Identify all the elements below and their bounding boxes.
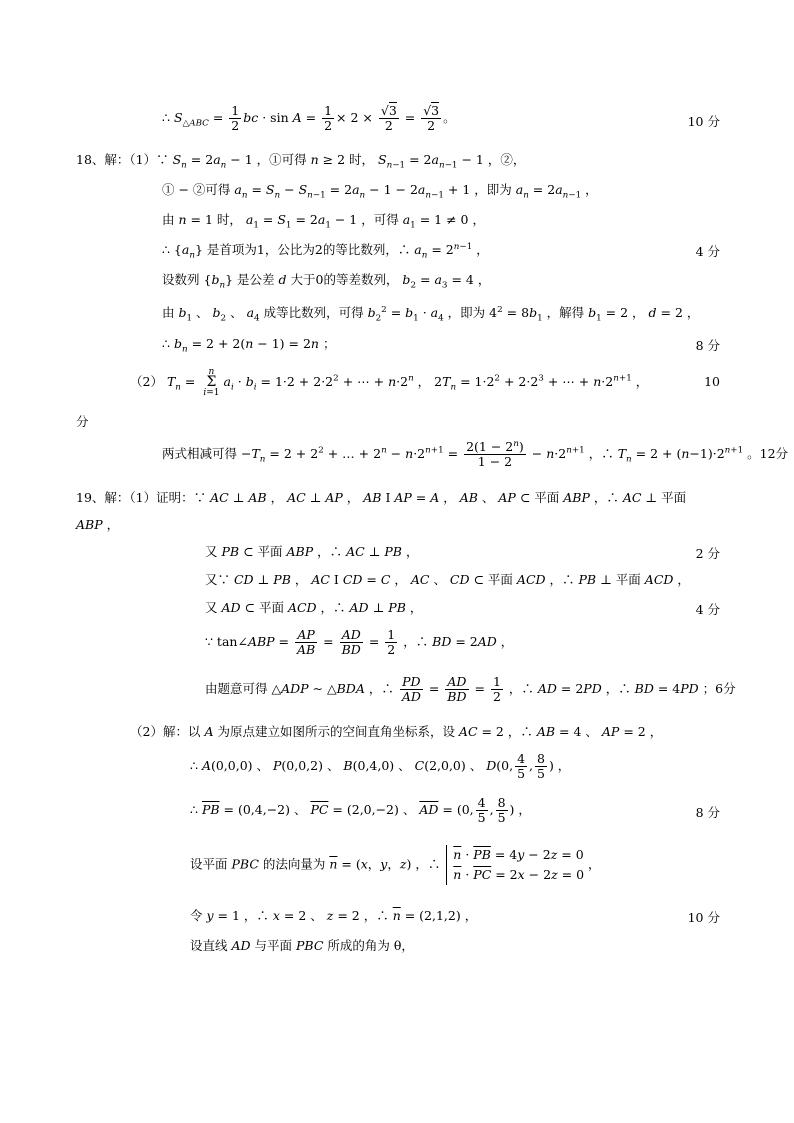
score-8b: 8 分	[695, 805, 720, 820]
score-4: 4 分	[695, 244, 720, 259]
q18-line4: ∴ $\{a_n\}$ 是首项为1，公比为2的等比数列，∴ $a_n = 2^{n-1}$ ，	[162, 241, 489, 261]
q19-line7: （2）解：以 A 为原点建立如图所示的空间直角坐标系，设 AC = 2 ，∴ AB = 4 、 AP = 2 ，	[130, 724, 663, 739]
q18-line8: （2） $T_n$ = n Σ i=1 $a_i \cdot b_i = 1\cdot 2 + 2\cdot 2^2$ + ⋯ + $n\cdot 2^n$ ， $2T_n = 1\cdot 2^2 + 2\cdot 2^3$ + ⋯ + $n\cdot 2^{n+1}$ ，	[130, 367, 649, 398]
q18-line1: 18、解：（1）∵ $S_n = 2a_n - 1$ ，①可得 n ≥ 2 时， $S_{n-1} = 2a_{n-1} - 1$ ，②，	[76, 152, 526, 171]
q18-line3: 由 n = 1 时， $a_1 = S_1 = 2a_1 - 1$ ，可得 $a_1 = 1 \ne 0$ ，	[162, 212, 485, 231]
q19-line4: 又 AD ⊂ 平面 ACD ，∴ AD ⊥ PB ，	[205, 600, 423, 615]
q19-line3: 又∵ CD ⊥ PB ， AC I CD = C ， AC 、 CD ⊂ 平面 ACD ，∴ PB ⊥ 平面 ACD ，	[205, 572, 690, 587]
q19-line1b: ABP ，	[76, 517, 120, 532]
q19-line5: ∵ tan∠ABP = $\frac{AP}{AB}$ = $\frac{AD}{BD}$ = $\frac{1}{2}$ ，∴ BD = 2AD ，	[205, 627, 514, 657]
q18-fen-wrap: 分	[76, 414, 89, 429]
q19-line11: 令 y = 1 ，∴ x = 2 、 z = 2 ，∴ $\overline{n} = (2,1,2)$ ，	[190, 908, 478, 923]
line-area-formula: ∴ $S_{\triangle ABC}$ = $\frac{1}{2}$ bc · sin A = $\frac{1}{2}$ × 2 × $\frac{√3}{2}$ = $\frac{√3}{2}$ 。	[162, 103, 456, 133]
score-10: 10 分	[687, 114, 720, 129]
q19-line6: 由题意可得 △ADP ∼ △BDA ，∴ $\frac{PD}{AD}$ = $\frac{AD}{BD}$ = $\frac{1}{2}$ ，∴ AD = 2PD ，∴ BD = 4PD ；6分	[205, 674, 736, 704]
score-8: 8 分	[695, 338, 720, 353]
q19-line12: 设直线 AD 与平面 PBC 所成的角为 θ，	[190, 938, 414, 953]
score-10b: 10 分	[687, 910, 720, 925]
q19-line10: 设平面 PBC 的法向量为 $\overline{n} = (x$，y，z) ，∴ $\overline{n} \cdot \overline{PB} = 4y - 2z = 0$ $\overline{n} \cdot \overline{PC} = 2x - 2z = 0$ ，	[190, 845, 601, 885]
q19-line8: ∴ A(0,0,0) 、 P(0,0,2) 、 B(0,4,0) 、 C(2,0,0) 、 D(0, $\frac{4}{5}$ , $\frac{8}{5}$ ) ，	[190, 751, 571, 781]
q19-line1: 19、解：（1）证明：∵ AC ⊥ AB ， AC ⊥ AP ， AB I AP = A ， AB 、 AP ⊂ 平面 ABP ，∴ AC ⊥ 平面	[76, 490, 687, 505]
q19-line2: 又 PB ⊂ 平面 ABP ，∴ AC ⊥ PB ，	[205, 544, 419, 559]
score-4b: 4 分	[695, 602, 720, 617]
q18-line2: ① − ②可得 $a_n = S_n - S_{n-1} = 2a_n - 1 - 2a_{n-1} + 1$ ，即为 $a_n = 2a_{n-1}$ ，	[162, 182, 598, 201]
q18-line6: 由 $b_1$ 、 $b_2$ 、 $a_4$ 成等比数列，可得 $b_2^2 = b_1 \cdot a_4$ ，即为 $4^2 = 8b_1$ ，解得 $b_1 = 2$ ， d = 2 ，	[162, 304, 700, 324]
q18-line5: 设数列 $\{b_n\}$ 是公差 d 大于0的等差数列， $b_2 = a_3 = 4$ ，	[162, 272, 491, 291]
q18-line9: 两式相减可得 $-T_n = 2 + 2^2$ + … + $2^n - n\cdot 2^{n+1}$ = $\frac{2(1 - 2^n)}{1 - 2}$ − $n\cdot 2^{n+1}$ ，∴ $T_n = 2 + (n-1)\cdot 2^{n+1}$ 。12分	[162, 439, 789, 469]
q18-line7: ∴ $b_n = 2 + 2(n - 1) = 2n$ ；	[162, 336, 336, 355]
q19-line9: ∴ $\overline{PB} = (0,4,-2)$ 、 $\overline{PC} = (2,0,-2)$ 、 $\overline{AD} = (0$, $\frac{4}{5}$ , $\frac{8}{5}$ ) ，	[190, 795, 531, 825]
score-2: 2 分	[695, 546, 720, 561]
score-10-split: 10	[704, 374, 720, 389]
